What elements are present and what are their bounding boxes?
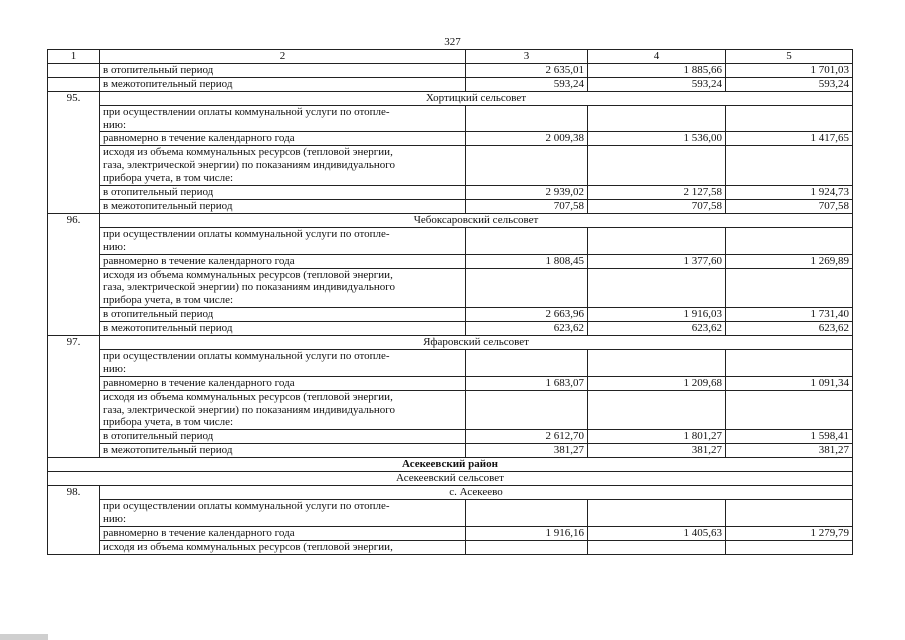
value-col-3: 2 635,01 — [466, 63, 588, 77]
value-col-5 — [726, 105, 853, 132]
value-col-3 — [466, 349, 588, 376]
value-col-4: 2 127,58 — [588, 186, 726, 200]
section-row — [48, 336, 853, 350]
value-col-5: 1 731,40 — [726, 308, 853, 322]
value-col-5: 1 924,73 — [726, 186, 853, 200]
row-label: равномерно в течение календарного года — [100, 376, 466, 390]
value-col-3: 2 663,96 — [466, 308, 588, 322]
value-col-4: 1 916,03 — [588, 308, 726, 322]
row-label: при осуществлении оплаты коммунальной услуги по отопле- нию: — [100, 227, 466, 254]
region-row — [48, 472, 853, 486]
value-col-4: 707,58 — [588, 199, 726, 213]
value-row — [48, 444, 853, 458]
value-col-3 — [466, 390, 588, 430]
value-col-5: 623,62 — [726, 322, 853, 336]
region-row — [48, 458, 853, 472]
value-row — [48, 308, 853, 322]
page-number: 327 — [444, 36, 461, 48]
value-row — [48, 186, 853, 200]
row-label: в межотопительный период — [100, 199, 466, 213]
value-col-5 — [726, 227, 853, 254]
value-col-3: 381,27 — [466, 444, 588, 458]
value-row — [48, 63, 853, 77]
value-col-3: 2 612,70 — [466, 430, 588, 444]
value-col-3: 623,62 — [466, 322, 588, 336]
value-col-5: 381,27 — [726, 444, 853, 458]
value-col-3 — [466, 146, 588, 186]
text-row — [48, 146, 853, 186]
row-label: равномерно в течение календарного года — [100, 526, 466, 540]
text-row — [48, 540, 853, 554]
value-col-5: 1 701,03 — [726, 63, 853, 77]
row-label: при осуществлении оплаты коммунальной услуги по отопле- нию: — [100, 499, 466, 526]
value-col-3 — [466, 105, 588, 132]
value-col-4 — [588, 146, 726, 186]
value-col-5 — [726, 499, 853, 526]
value-col-4: 593,24 — [588, 77, 726, 91]
row-label: исходя из объема коммунальных ресурсов (тепловой энергии, газа, электрической энергии) по показаниям индивидуального прибора учета, в том числе: — [100, 268, 466, 308]
header-cell-5: 5 — [726, 50, 853, 64]
value-col-5 — [726, 268, 853, 308]
value-col-3: 1 808,45 — [466, 254, 588, 268]
value-col-3: 1 916,16 — [466, 526, 588, 540]
section-title: Хортицкий сельсовет — [100, 91, 853, 105]
value-col-4 — [588, 105, 726, 132]
header-row — [48, 50, 853, 64]
scan-edge-mark — [0, 634, 48, 640]
value-col-4 — [588, 390, 726, 430]
value-col-4 — [588, 499, 726, 526]
row-label: в межотопительный период — [100, 322, 466, 336]
value-col-5: 1 269,89 — [726, 254, 853, 268]
tariff-table — [47, 49, 853, 555]
index-cell — [48, 77, 100, 91]
index-cell — [48, 63, 100, 77]
value-col-4: 1 377,60 — [588, 254, 726, 268]
section-row — [48, 213, 853, 227]
value-col-3 — [466, 227, 588, 254]
value-col-4 — [588, 540, 726, 554]
value-col-3: 2 939,02 — [466, 186, 588, 200]
value-col-4: 1 405,63 — [588, 526, 726, 540]
value-col-5: 593,24 — [726, 77, 853, 91]
value-col-5 — [726, 146, 853, 186]
value-col-4 — [588, 349, 726, 376]
header-cell-2: 2 — [100, 50, 466, 64]
text-row — [48, 499, 853, 526]
value-col-4: 1 801,27 — [588, 430, 726, 444]
section-index: 97. — [48, 336, 100, 458]
value-col-4: 1 536,00 — [588, 132, 726, 146]
value-col-5: 1 417,65 — [726, 132, 853, 146]
value-col-4 — [588, 268, 726, 308]
value-col-3 — [466, 499, 588, 526]
value-col-3: 707,58 — [466, 199, 588, 213]
row-label: в отопительный период — [100, 186, 466, 200]
district-title: Асекеевский район — [48, 458, 853, 472]
value-col-3 — [466, 540, 588, 554]
row-label: в отопительный период — [100, 308, 466, 322]
value-col-5 — [726, 540, 853, 554]
value-col-5 — [726, 349, 853, 376]
value-col-4: 1 209,68 — [588, 376, 726, 390]
text-row — [48, 349, 853, 376]
value-col-4: 1 885,66 — [588, 63, 726, 77]
section-index: 98. — [48, 486, 100, 555]
row-label: в отопительный период — [100, 63, 466, 77]
value-row — [48, 132, 853, 146]
value-col-4 — [588, 227, 726, 254]
text-row — [48, 105, 853, 132]
value-row — [48, 77, 853, 91]
text-row — [48, 268, 853, 308]
section-row — [48, 486, 853, 500]
value-row — [48, 322, 853, 336]
value-col-3 — [466, 268, 588, 308]
value-row — [48, 199, 853, 213]
row-label: исходя из объема коммунальных ресурсов (тепловой энергии, — [100, 540, 466, 554]
header-cell-3: 3 — [466, 50, 588, 64]
row-label: исходя из объема коммунальных ресурсов (тепловой энергии, газа, электрической энергии) по показаниям индивидуального прибора учета, в том числе: — [100, 146, 466, 186]
text-row — [48, 227, 853, 254]
value-col-3: 2 009,38 — [466, 132, 588, 146]
table-body — [48, 50, 853, 555]
value-row — [48, 430, 853, 444]
section-index: 96. — [48, 213, 100, 335]
value-col-3: 593,24 — [466, 77, 588, 91]
value-col-5: 1 279,79 — [726, 526, 853, 540]
row-label: в межотопительный период — [100, 444, 466, 458]
row-label: в межотопительный период — [100, 77, 466, 91]
row-label: при осуществлении оплаты коммунальной услуги по отопле- нию: — [100, 349, 466, 376]
value-col-4: 623,62 — [588, 322, 726, 336]
row-label: исходя из объема коммунальных ресурсов (тепловой энергии, газа, электрической энергии) по показаниям индивидуального прибора учета, в том числе: — [100, 390, 466, 430]
header-cell-1: 1 — [48, 50, 100, 64]
section-row — [48, 91, 853, 105]
value-row — [48, 254, 853, 268]
row-label: в отопительный период — [100, 430, 466, 444]
value-col-5: 707,58 — [726, 199, 853, 213]
value-col-5: 1 598,41 — [726, 430, 853, 444]
row-label: при осуществлении оплаты коммунальной услуги по отопле- нию: — [100, 105, 466, 132]
value-row — [48, 526, 853, 540]
section-title: Чебоксаровский сельсовет — [100, 213, 853, 227]
value-col-4: 381,27 — [588, 444, 726, 458]
row-label: равномерно в течение календарного года — [100, 254, 466, 268]
value-col-3: 1 683,07 — [466, 376, 588, 390]
value-col-5 — [726, 390, 853, 430]
text-row — [48, 390, 853, 430]
row-label: равномерно в течение календарного года — [100, 132, 466, 146]
section-index: 95. — [48, 91, 100, 213]
council-title: Асекеевский сельсовет — [48, 472, 853, 486]
section-title: Яфаровский сельсовет — [100, 336, 853, 350]
header-cell-4: 4 — [588, 50, 726, 64]
value-row — [48, 376, 853, 390]
section-title: с. Асекеево — [100, 486, 853, 500]
value-col-5: 1 091,34 — [726, 376, 853, 390]
